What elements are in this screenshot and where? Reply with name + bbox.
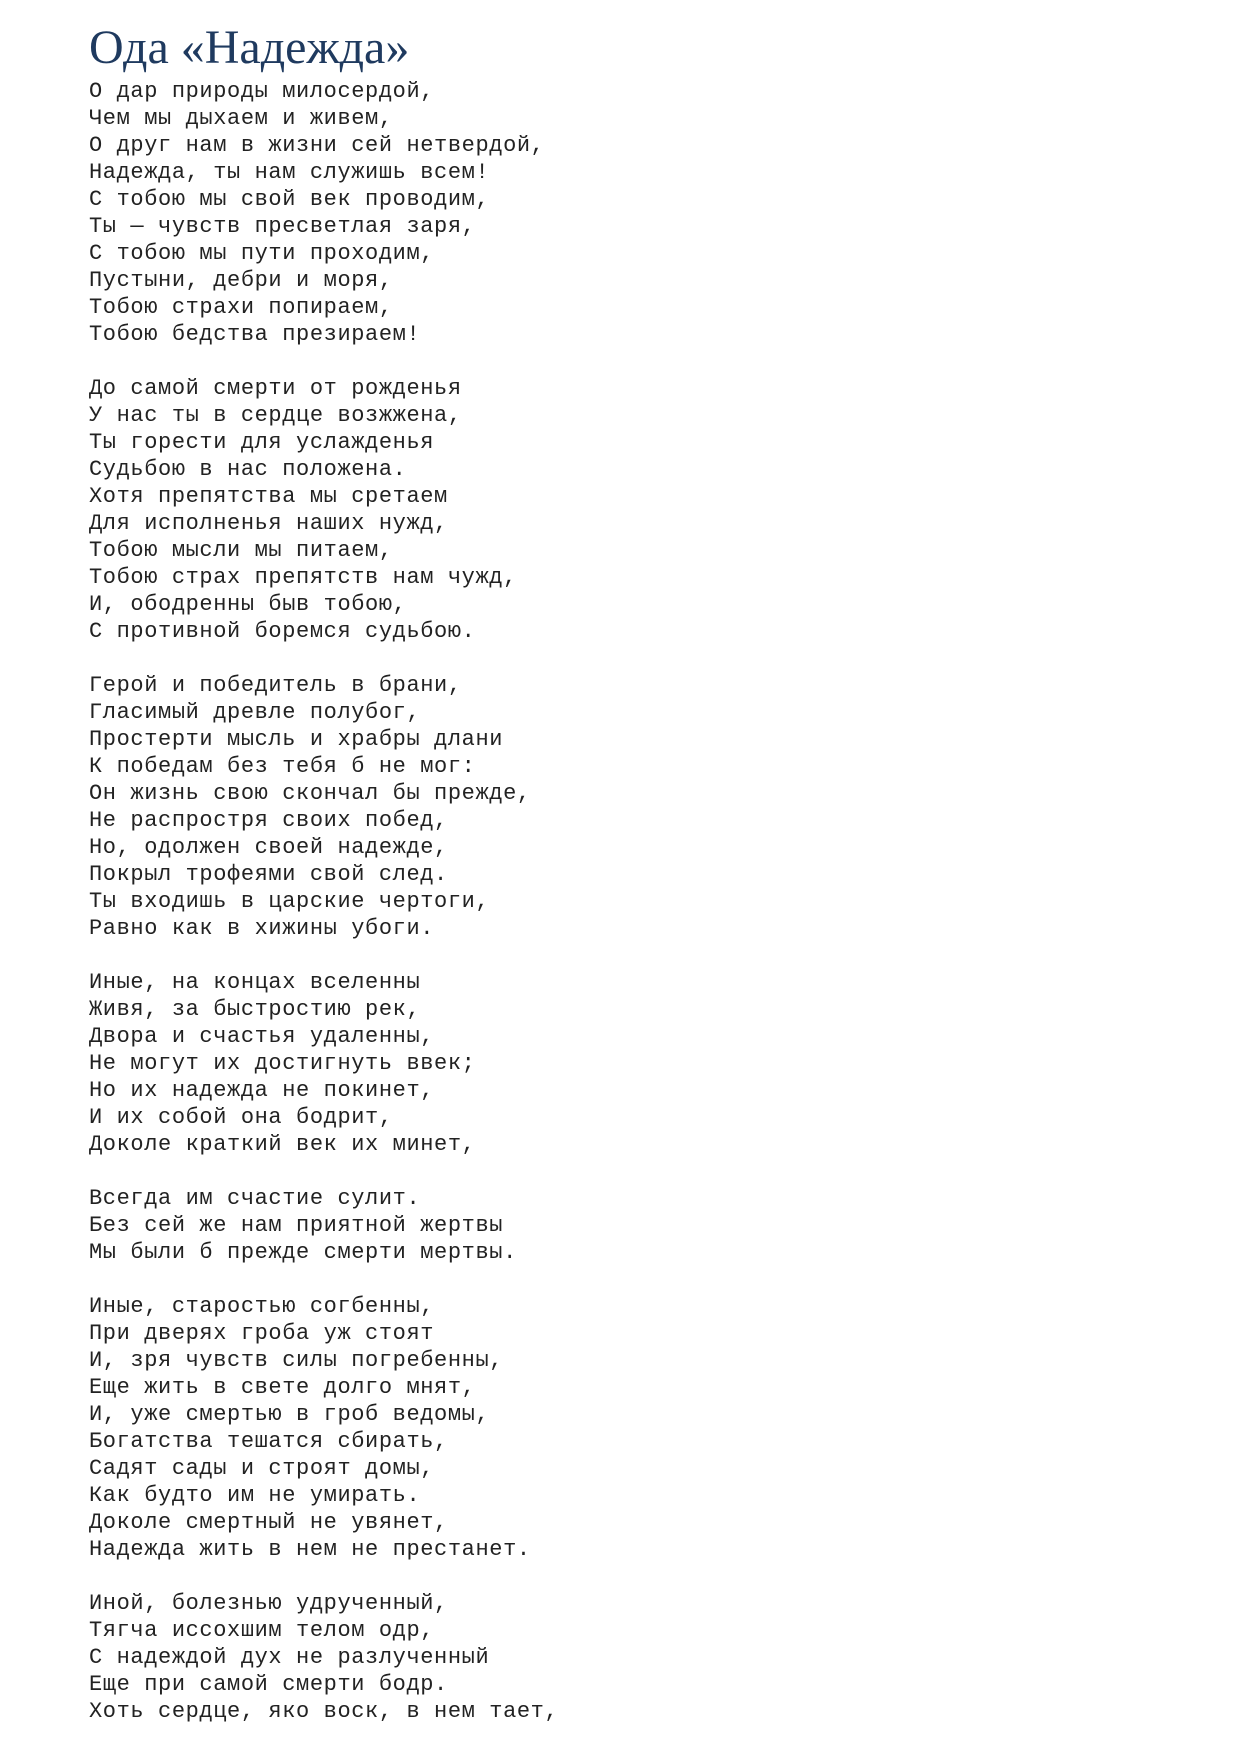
poem-line: О друг нам в жизни сей нетвердой, xyxy=(89,133,545,158)
stanza xyxy=(89,1293,1189,1563)
poem-line: Герой и победитель в брани, xyxy=(89,673,462,698)
poem-line: Тягча иссохшим телом одр, xyxy=(89,1618,435,1643)
poem-line: С противной боремся судьбою. xyxy=(89,619,476,644)
poem-line: Но, одолжен своей надежде, xyxy=(89,835,448,860)
poem-line: Тобою бедства презираем! xyxy=(89,322,421,347)
stanza xyxy=(89,1185,1189,1266)
poem-line: К победам без тебя б не мог: xyxy=(89,754,476,779)
poem-line: Гласимый древле полубог, xyxy=(89,700,421,725)
poem-line: Простерти мысль и храбры длани xyxy=(89,727,504,752)
poem-line: Тобою страхи попираем, xyxy=(89,295,393,320)
poem-line: Тобою мысли мы питаем, xyxy=(89,538,393,563)
poem-line: Доколе смертный не увянет, xyxy=(89,1510,448,1535)
poem-line: Судьбою в нас положена. xyxy=(89,457,407,482)
poem-line: Ты входишь в царские чертоги, xyxy=(89,889,490,914)
poem-line: С тобою мы пути проходим, xyxy=(89,241,435,266)
poem-line: У нас ты в сердце возжжена, xyxy=(89,403,462,428)
poem-line: Надежда, ты нам служишь всем! xyxy=(89,160,490,185)
poem-line: Хоть сердце, яко воск, в нем тает, xyxy=(89,1699,559,1724)
poem-line: И, зря чувств силы погребенны, xyxy=(89,1348,504,1373)
document-page xyxy=(89,20,1189,1752)
poem-line: Двора и счастья удаленны, xyxy=(89,1024,435,1049)
stanza xyxy=(89,1590,1189,1725)
poem-line: Иные, старостью согбенны, xyxy=(89,1294,435,1319)
poem-line: Надежда жить в нем не престанет. xyxy=(89,1537,531,1562)
poem-line: Живя, за быстростию рек, xyxy=(89,997,421,1022)
poem-line: О дар природы милосердой, xyxy=(89,79,435,104)
poem-line: Богатства тешатся сбирать, xyxy=(89,1429,448,1454)
poem-line: Но их надежда не покинет, xyxy=(89,1078,435,1103)
poem-line: Еще при самой смерти бодр. xyxy=(89,1672,448,1697)
poem-line: Не могут их достигнуть ввек; xyxy=(89,1051,476,1076)
poem-line: Покрыл трофеями свой след. xyxy=(89,862,448,887)
poem-line: Тобою страх препятств нам чужд, xyxy=(89,565,517,590)
poem-line: С тобою мы свой век проводим, xyxy=(89,187,490,212)
poem-line: Всегда им счастие сулит. xyxy=(89,1186,421,1211)
poem-line: Не распростря своих побед, xyxy=(89,808,448,833)
poem-line: Доколе краткий век их минет, xyxy=(89,1132,476,1157)
poem-line: Как будто им не умирать. xyxy=(89,1483,421,1508)
poem-line: Иные, на концах вселенны xyxy=(89,970,421,995)
poem-line: Хотя препятства мы сретаем xyxy=(89,484,448,509)
poem-line: Пустыни, дебри и моря, xyxy=(89,268,393,293)
poem-line: Равно как в хижины убоги. xyxy=(89,916,435,941)
poem-line: При дверях гроба уж стоят xyxy=(89,1321,435,1346)
poem-line: Без сей же нам приятной жертвы xyxy=(89,1213,504,1238)
poem-line: Чем мы дыхаем и живем, xyxy=(89,106,393,131)
poem-line: Для исполненья наших нужд, xyxy=(89,511,448,536)
poem-line: С надеждой дух не разлученный xyxy=(89,1645,490,1670)
poem-line: Еще жить в свете долго мнят, xyxy=(89,1375,476,1400)
stanza xyxy=(89,78,1189,348)
poem-line: Ты — чувств пресветлая заря, xyxy=(89,214,476,239)
poem-line: Мы были б прежде смерти мертвы. xyxy=(89,1240,517,1265)
poem-body xyxy=(89,78,1189,1725)
poem-line: Он жизнь свою скончал бы прежде, xyxy=(89,781,531,806)
poem-line: И их собой она бодрит, xyxy=(89,1105,393,1130)
poem-line: И, уже смертью в гроб ведомы, xyxy=(89,1402,490,1427)
poem-line: И, ободренны быв тобою, xyxy=(89,592,407,617)
stanza xyxy=(89,969,1189,1158)
poem-line: Иной, болезнью удрученный, xyxy=(89,1591,448,1616)
poem-line: До самой смерти от рожденья xyxy=(89,376,462,401)
poem-line: Ты горести для услажденья xyxy=(89,430,435,455)
stanza xyxy=(89,375,1189,645)
page-title: Ода «Надежда» xyxy=(89,21,410,74)
poem-line: Садят сады и строят домы, xyxy=(89,1456,435,1481)
stanza xyxy=(89,672,1189,942)
